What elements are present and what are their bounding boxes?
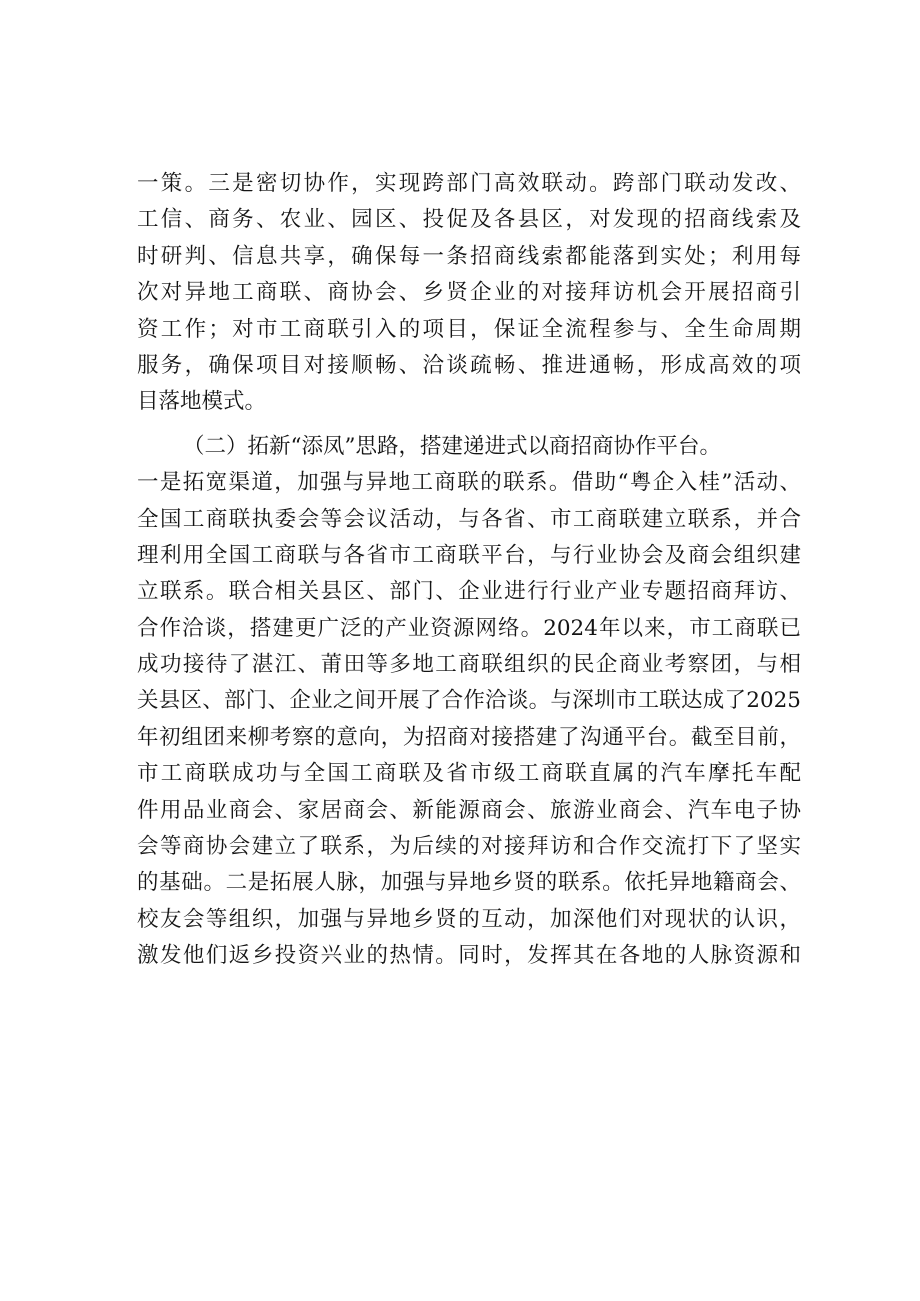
paragraph-1 (137, 166, 801, 421)
text-line: 激发他们返乡投资兴业的热情。同时，发挥其在各地的人脉资源和 (137, 943, 801, 969)
text-line: 资工作；对市工商联引入的项目，保证全流程参与、全生命周期 (137, 316, 801, 342)
text-line: 理利用全国工商联与各省市工商联平台，与行业协会及商会组织建 (137, 542, 801, 568)
text-line: 立联系。联合相关县区、部门、企业进行行业产业专题招商拜访、 (137, 579, 801, 605)
text-line: 会等商协会建立了联系，为后续的对接拜访和合作交流打下了坚实 (137, 834, 801, 860)
paragraph-spacer (137, 421, 801, 429)
document-body (137, 166, 801, 975)
text-line: 时研判、信息共享，确保每一条招商线索都能落到实处；利用每 (137, 243, 801, 269)
text-line: 服务，确保项目对接顺畅、洽谈疏畅、推进通畅，形成高效的项 (137, 352, 801, 378)
text-line: 工信、商务、农业、园区、投促及各县区，对发现的招商线索及 (137, 207, 801, 233)
text-line: 校友会等组织，加强与异地乡贤的互动，加深他们对现状的认识， (137, 906, 801, 932)
section-heading-line: （二）拓新“添凤”思路，搭建递进式以商招商协作平台。 (183, 433, 721, 459)
text-line: 全国工商联执委会等会议活动，与各省、市工商联建立联系，并合 (137, 506, 801, 532)
text-line: 目落地模式。 (137, 389, 267, 415)
text-line: 的基础。二是拓展人脉，加强与异地乡贤的联系。依托异地籍商会、 (137, 870, 801, 896)
text-line: 一是拓宽渠道，加强与异地工商联的联系。借助“粤企入桂”活动、 (137, 470, 801, 496)
text-line: 关县区、部门、企业之间开展了合作洽谈。与深圳市工联达成了2025 (137, 688, 801, 714)
text-line: 成功接待了湛江、莆田等多地工商联组织的民企商业考察团，与相 (137, 652, 801, 678)
text-line: 市工商联成功与全国工商联及省市级工商联直属的汽车摩托车配 (137, 761, 801, 787)
text-line: 年初组团来柳考察的意向，为招商对接搭建了沟通平台。截至目前， (137, 724, 801, 750)
text-line: 一策。三是密切协作，实现跨部门高效联动。跨部门联动发改、 (137, 171, 801, 196)
text-line: 件用品业商会、家居商会、新能源商会、旅游业商会、汽车电子协 (137, 797, 801, 823)
text-line: 次对异地工商联、商协会、乡贤企业的对接拜访机会开展招商引 (137, 280, 801, 306)
text-line: 合作洽谈，搭建更广泛的产业资源网络。2024年以来，市工商联已 (137, 615, 801, 641)
paragraph-2 (137, 429, 801, 975)
